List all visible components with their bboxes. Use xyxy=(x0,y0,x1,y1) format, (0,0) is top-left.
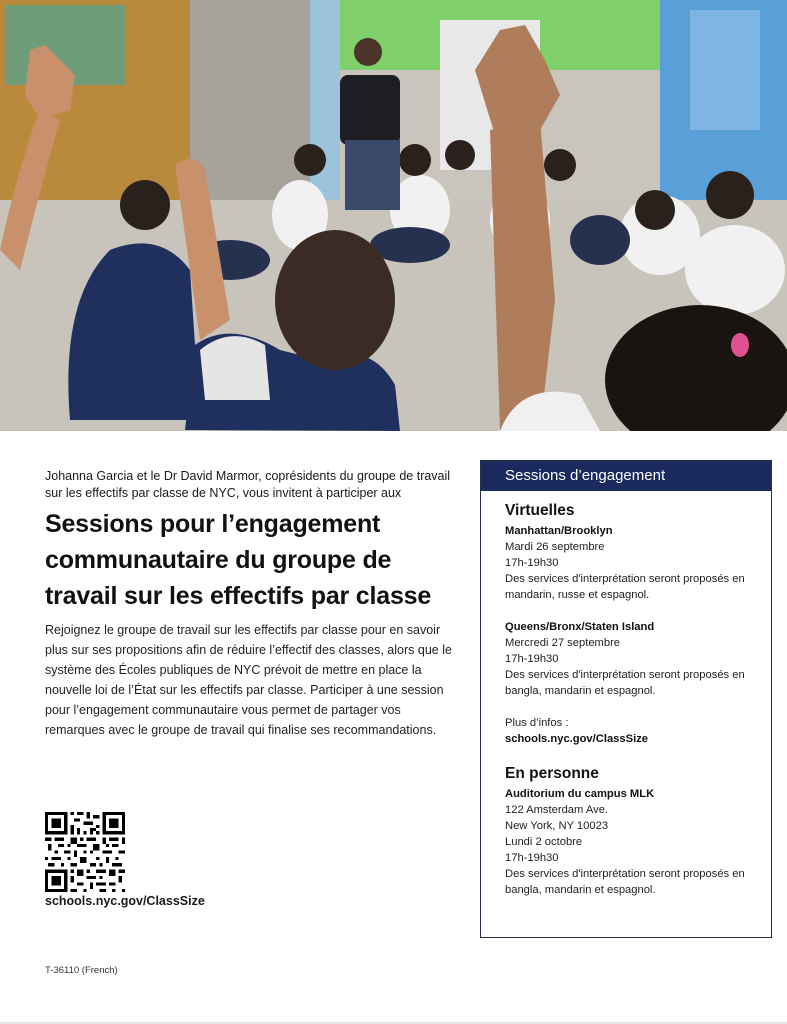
intro-text: Johanna Garcia et le Dr David Marmor, coprésidents du groupe de travail sur les effectifs par classe de NYC, vous invitent à participer aux xyxy=(45,469,451,500)
page-title: Sessions pour l’engagement communautaire du groupe de travail sur les effectifs par classe xyxy=(45,510,432,610)
panel-header: Sessions d’engagement xyxy=(481,461,771,491)
session-location: Queens/Bronx/Staten Island xyxy=(505,621,655,633)
qr-url-link[interactable]: schools.nyc.gov/ClassSize xyxy=(45,894,205,908)
session-block xyxy=(505,786,755,898)
session-location: Auditorium du campus MLK xyxy=(505,788,655,800)
session-date: Lundi 2 octobre xyxy=(505,836,583,848)
session-note: Des services d'interprétation seront proposés en bangla, mandarin et espagnol. xyxy=(505,868,745,896)
description-paragraph: Rejoignez le groupe de travail sur les effectifs par classe pour en savoir plus sur ses propositions afin de réduire l’effectif des classes, alors que le système des Écoles publiques de NYC prévoit de mettre en place la nouvelle loi de l’État sur les effectifs par classe. Participer à une session pour l’engagement communautaire vous permet de partager vos remarques avec le groupe de travail qui finalise ses recommandations. xyxy=(45,623,452,737)
session-time: 17h-19h30 xyxy=(505,653,559,665)
session-time: 17h-19h30 xyxy=(505,557,559,569)
qr-code[interactable] xyxy=(45,812,125,892)
more-info-link[interactable]: schools.nyc.gov/ClassSize xyxy=(505,733,649,745)
classroom-illustration xyxy=(0,0,787,431)
session-location: Manhattan/Brooklyn xyxy=(505,525,613,537)
section-title-virtual: Virtuelles xyxy=(505,502,575,519)
qr-code-icon xyxy=(45,812,125,892)
session-date: Mercredi 27 septembre xyxy=(505,637,621,649)
session-block xyxy=(505,523,755,603)
session-time: 17h-19h30 xyxy=(505,852,559,864)
sessions-panel xyxy=(480,460,772,938)
session-note: Des services d'interprétation seront proposés en mandarin, russe et espagnol. xyxy=(505,573,745,601)
address-line-2: New York, NY 10023 xyxy=(505,820,609,832)
hero-photo-classroom xyxy=(0,0,787,431)
session-block xyxy=(505,619,755,699)
more-info-label: Plus d’infos : xyxy=(505,717,569,729)
section-title-in-person: En personne xyxy=(505,765,599,782)
address-line-1: 122 Amsterdam Ave. xyxy=(505,804,609,816)
document-code: T-36110 (French) xyxy=(45,965,118,976)
session-note: Des services d'interprétation seront proposés en bangla, mandarin et espagnol. xyxy=(505,669,745,697)
session-date: Mardi 26 septembre xyxy=(505,541,605,553)
